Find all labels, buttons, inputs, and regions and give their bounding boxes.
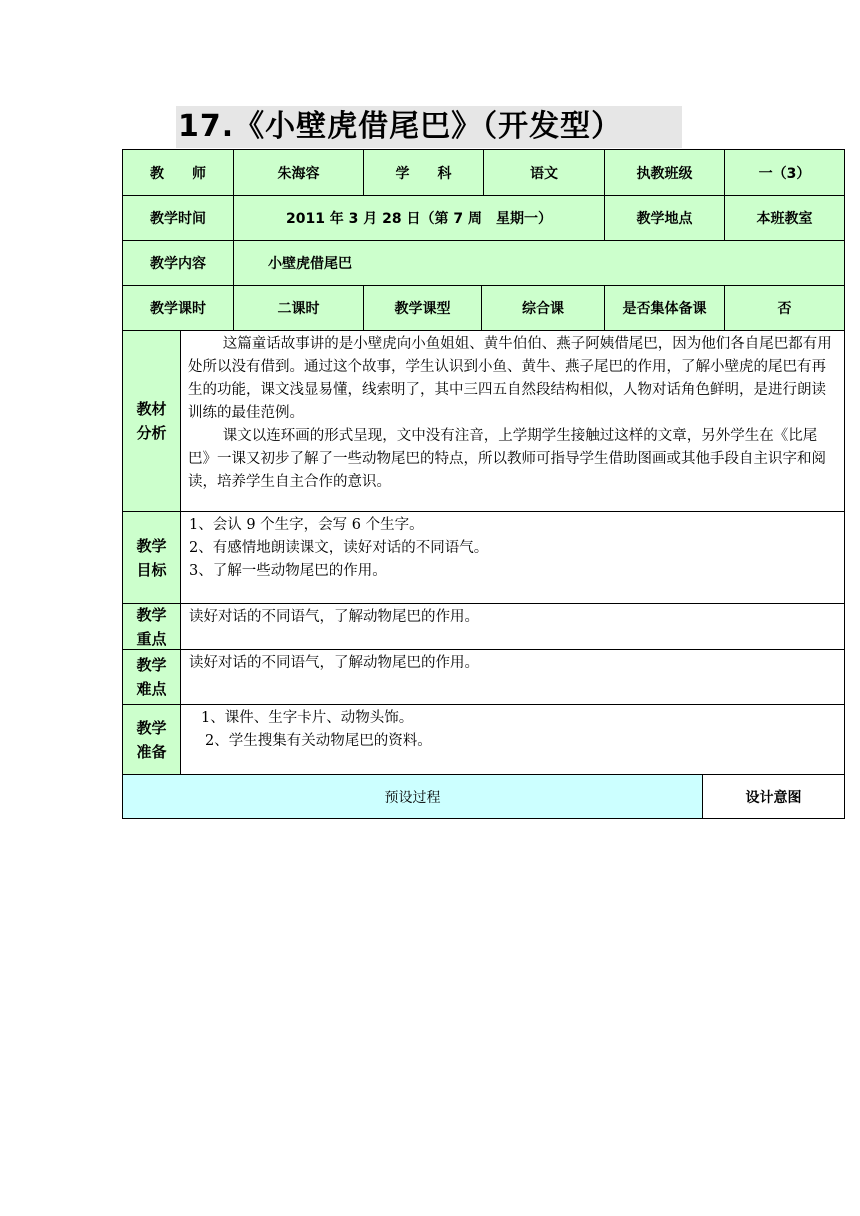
- title-text: 17.《小壁虎借尾巴》（开发型）: [178, 109, 623, 144]
- teacher-label: 教 师: [122, 149, 234, 196]
- goals-list: [180, 511, 845, 604]
- analysis-paragraph-1: 这篇童话故事讲的是小壁虎向小鱼姐姐、黄牛伯伯、燕子阿姨借尾巴，因为他们各自尾巴都有用处所以没有借到。通过这个故事，学生认识到小鱼、黄牛、燕子尾巴的作用，了解小壁虎的尾巴有再生的功能，课文浅显易懂，线索明了，其中三四五自然段结构相似，人物对话角色鲜明，是进行朗读训练的最佳范例。: [188, 336, 832, 421]
- preparation-label-line1: 教学: [136, 718, 167, 737]
- key-text: 读好对话的不同语气，了解动物尾巴的作用。: [180, 603, 845, 650]
- goals-label-line2: 目标: [136, 560, 167, 579]
- place-value: 本班教室: [724, 195, 845, 241]
- subject-value: 语文: [483, 149, 605, 196]
- goal-item: 3、了解一些动物尾巴的作用。: [189, 563, 387, 579]
- key-label-line2: 重点: [136, 629, 167, 648]
- analysis-label-line1: 教材: [136, 400, 167, 418]
- document-title: [176, 106, 682, 148]
- time-label: 教学时间: [122, 195, 234, 241]
- goal-item: 1、会认 9 个生字，会写 6 个生字。: [189, 517, 424, 533]
- hours-label: 教学课时: [122, 285, 234, 331]
- type-value: 综合课: [481, 285, 605, 331]
- difficulty-label: [122, 649, 181, 705]
- goal-item: 2、有感情地朗读课文，读好对话的不同语气。: [189, 540, 489, 556]
- preparation-label: [122, 704, 181, 775]
- place-label: 教学地点: [604, 195, 725, 241]
- process-header: 预设过程: [122, 774, 703, 819]
- class-label: 执教班级: [604, 149, 725, 196]
- key-label-line1: 教学: [136, 605, 167, 624]
- time-value: 2011 年 3 月 28 日（第 7 周 星期一）: [233, 195, 605, 241]
- collective-prep-label: 是否集体备课: [604, 285, 725, 331]
- goals-label-line1: 教学: [136, 536, 167, 555]
- hours-value: 二课时: [233, 285, 364, 331]
- intent-header: 设计意图: [702, 774, 845, 819]
- content-value: 小壁虎借尾巴: [233, 240, 845, 286]
- analysis-label-line2: 分析: [136, 424, 167, 442]
- difficulty-label-line1: 教学: [136, 656, 167, 674]
- content-label: 教学内容: [122, 240, 234, 286]
- analysis-text: [180, 330, 845, 512]
- preparation-item: 2、学生搜集有关动物尾巴的资料。: [205, 733, 432, 749]
- class-value: 一（3）: [724, 149, 845, 196]
- preparation-label-line2: 准备: [136, 742, 167, 761]
- teacher-value: 朱海容: [233, 149, 364, 196]
- subject-label: 学 科: [363, 149, 484, 196]
- preparation-list: [180, 704, 845, 775]
- analysis-paragraph-2: 课文以连环画的形式呈现，文中没有注音，上学期学生接触过这样的文章，另外学生在《比尾巴》一课又初步了解了一些动物尾巴的特点，所以教师可指导学生借助图画或其他手段自主识字和阅读，培养学生自主合作的意识。: [188, 428, 826, 490]
- preparation-item: 1、课件、生字卡片、动物头饰。: [201, 710, 414, 726]
- key-label: [122, 603, 181, 650]
- difficulty-label-line2: 难点: [136, 680, 167, 698]
- analysis-label: [122, 330, 181, 512]
- difficulty-text: 读好对话的不同语气，了解动物尾巴的作用。: [180, 649, 845, 705]
- collective-prep-value: 否: [724, 285, 845, 331]
- goals-label: [122, 511, 181, 604]
- type-label: 教学课型: [363, 285, 482, 331]
